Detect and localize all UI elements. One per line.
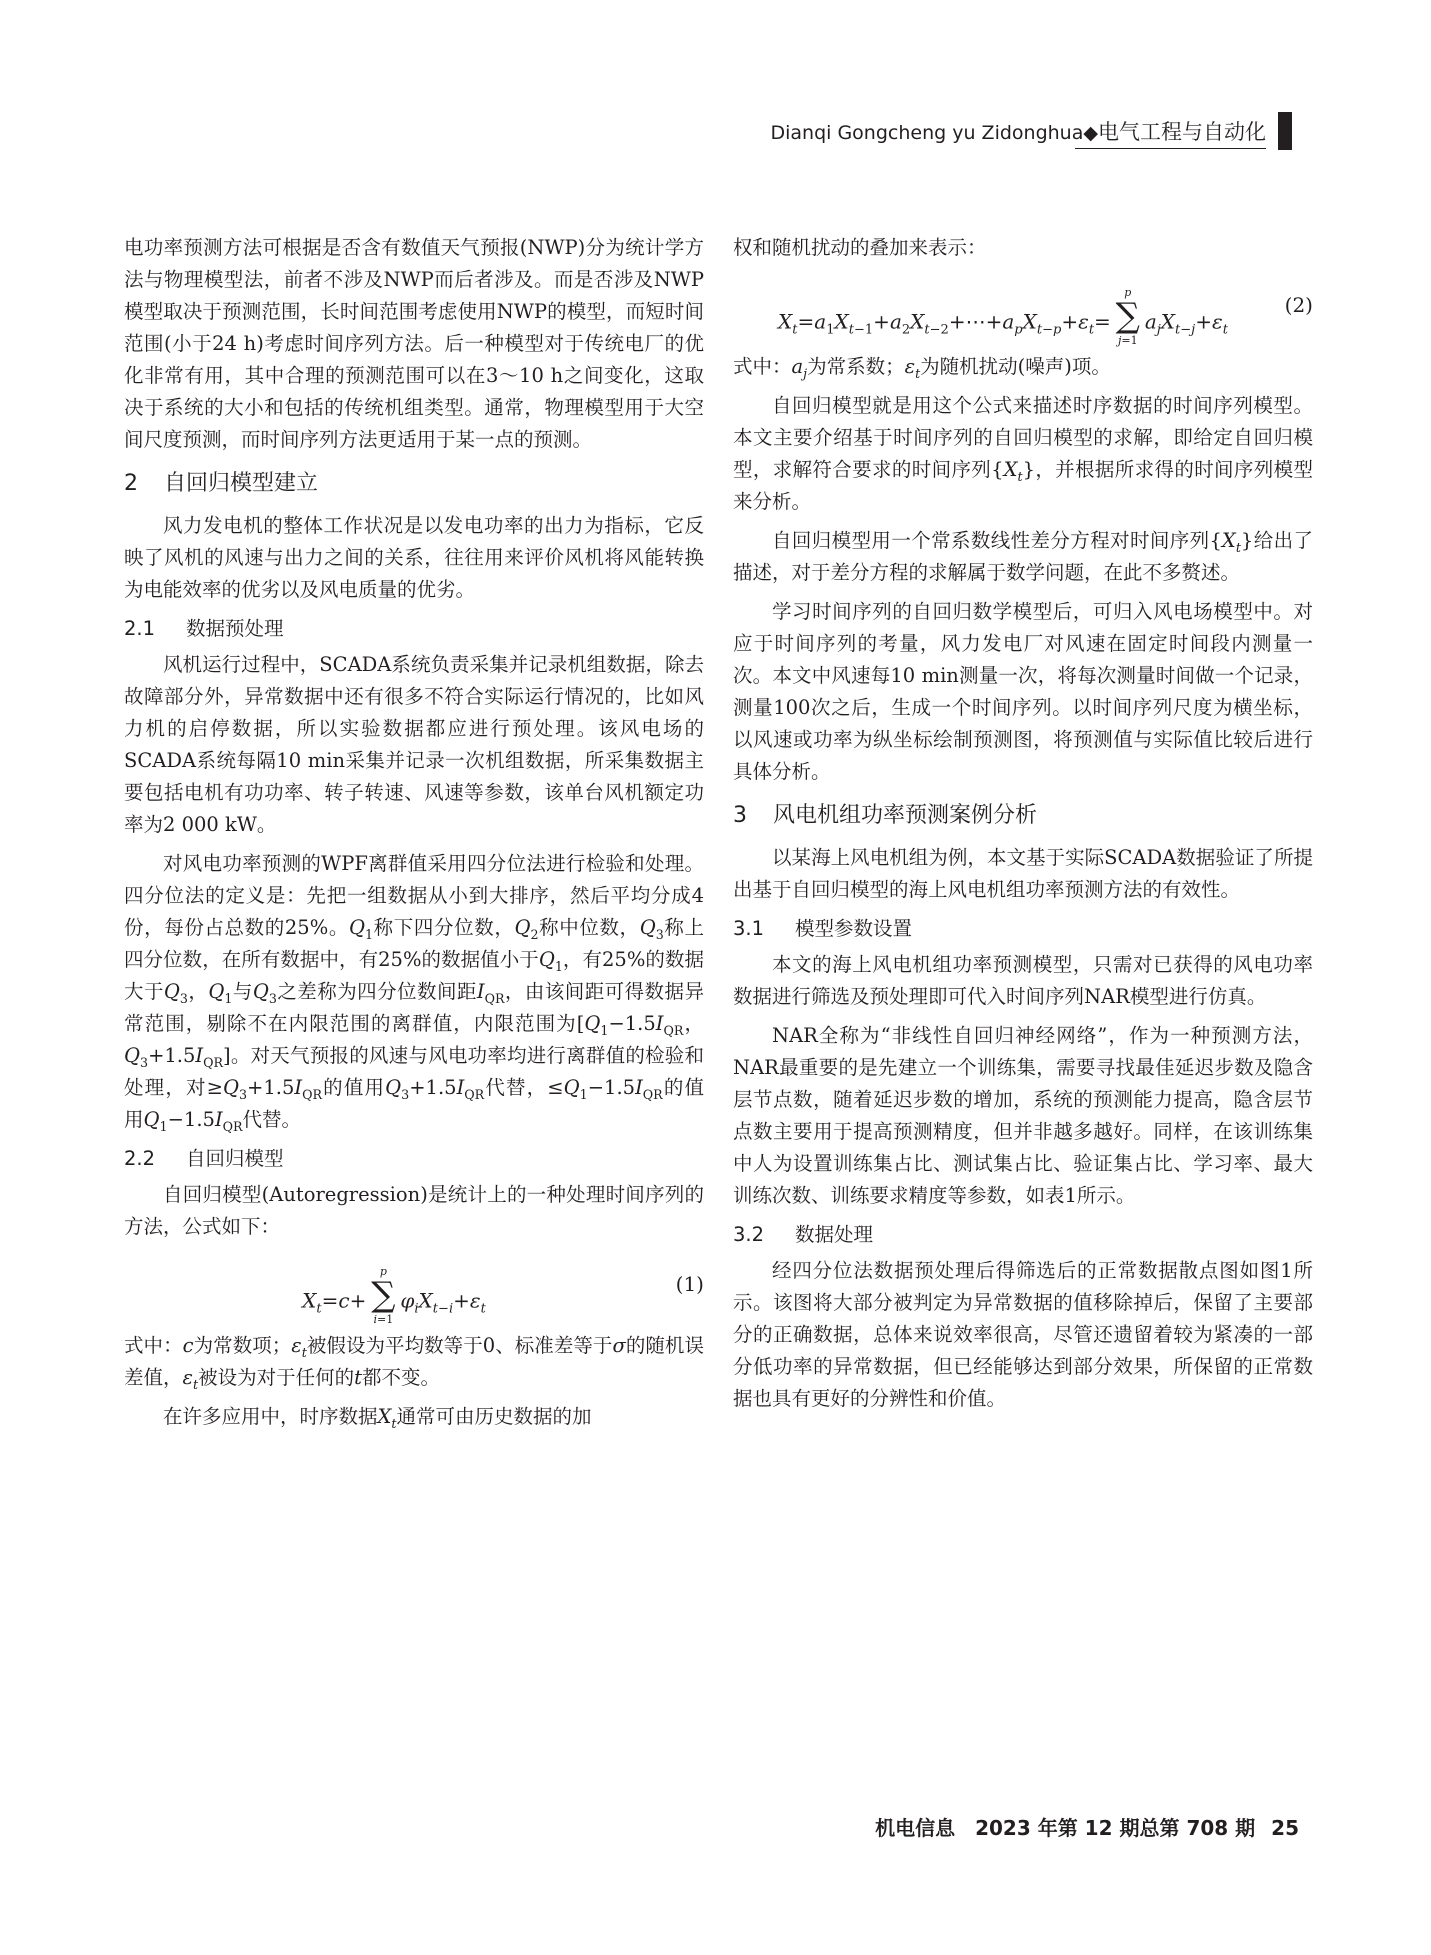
paragraph-difference-equation: 自回归模型用一个常系数线性差分方程对时间序列$\{X_t\}$给出了描述，对于差分方程的求解属于数学问题，在此不多赘述。 — [733, 529, 1313, 584]
paragraph-intro: 电功率预测方法可根据是否含有数值天气预报(NWP)分为统计学方法与物理模型法，前者不涉及NWP而后者涉及。而是否涉及NWP模型取决于预测范围，长时间范围考虑使用NWP的模型，而短时间范围(小于24 h)考虑时间序列方法。后一种模型对于传统电厂的优化非常有用，其中合理的预测范围可以在3～10 h之间变化，这取决于系统的大小和包括的传统机组类型。通常，物理模型用于大空间尺度预测，而时间序列方法更适用于某一点的预测。 — [124, 236, 704, 451]
section-number: 2 — [124, 471, 138, 496]
diamond-icon: ◆ — [1083, 122, 1098, 144]
subsection-title: 模型参数设置 — [795, 917, 913, 940]
page-number: 25 — [1271, 1816, 1299, 1840]
paragraph-where-2: 式中：$a_j$为常系数；$\varepsilon_t$为随机扰动(噪声)项。 — [733, 355, 1111, 381]
running-header — [755, 112, 1292, 152]
summation-symbol: p ∑ j=1 — [1115, 286, 1140, 347]
section-number: 3 — [733, 803, 747, 828]
paragraph-scada: 风机运行过程中，SCADA系统负责采集并记录机组数据，除去故障部分外，异常数据中还有很多不符合实际运行情况的，比如风力机的启停数据，所以实验数据都应进行预处理。该风电场的SCADA系统每隔10 min采集并记录一次机组数据，所采集数据主要包括电机有功功率、转子转速、风速等参数，该单台风机额定功率为2 000 kW。 — [124, 653, 704, 836]
left-column — [124, 232, 704, 1440]
subsection-number: 2.2 — [124, 1147, 156, 1170]
subsection-heading-2-1 — [124, 613, 704, 645]
subsection-heading-3-2 — [733, 1219, 1313, 1251]
equation-1-formula: $X_t=c+$ p ∑ i=1 $\varphi_iX_{t-i}+\varepsilon_t$ — [302, 1265, 486, 1326]
equation-2 — [733, 271, 1313, 347]
subsection-number: 2.1 — [124, 617, 156, 640]
header-text — [770, 116, 1266, 146]
subsection-heading-2-2 — [124, 1143, 704, 1175]
paragraph-data: 经四分位法数据预处理后得筛选后的正常数据散点图如图1所示。该图将大部分被判定为异常数据的值移除掉后，保留了主要部分的正确数据，总体来说效率很高，尽管还遗留着较为紧凑的一部分低功率的异常数据，但已经能够达到部分效果，所保留的正常数据也具有更好的分辨性和价值。 — [733, 1259, 1313, 1410]
equation-2-formula: $X_t=a_1X_{t-1}+a_2X_{t-2}+\cdots+a_pX_{t-p}+\varepsilon_t=$ p ∑ j=1 $a_jX_{t-j}+\varepsilon_t$ — [778, 286, 1228, 347]
subsection-number: 3.1 — [733, 917, 765, 940]
subsection-heading-3-1 — [733, 913, 1313, 945]
section-title: 风电机组功率预测案例分析 — [773, 803, 1038, 828]
paragraph-model: 本文的海上风电机组功率预测模型，只需对已获得的风电功率数据进行筛选及预处理即可代入时间序列NAR模型进行仿真。 — [733, 953, 1313, 1008]
subsection-title: 数据预处理 — [186, 617, 284, 640]
header-black-bar — [1278, 112, 1292, 150]
header-pinyin: Dianqi Gongcheng yu Zidonghua — [770, 122, 1084, 144]
section-title: 自回归模型建立 — [164, 471, 319, 496]
subsection-number: 3.2 — [733, 1223, 765, 1246]
paragraph-where-1: 式中：c为常数项；$\varepsilon_t$被假设为平均数等于0、标准差等于σ的随机误差值，$\varepsilon_t$被设为对于任何的t都不变。 — [124, 1334, 704, 1392]
paragraph-history: 在许多应用中，时序数据$X_t$通常可由历史数据的加 — [163, 1405, 592, 1431]
header-underline — [1075, 148, 1266, 149]
paragraph-wind-turbine: 风力发电机的整体工作状况是以发电功率的出力为指标，它反映了风机的风速与出力之间的关系，往往用来评价风机将风能转换为电能效率的优劣以及风电质量的优劣。 — [124, 514, 704, 601]
paragraph-autoregression: 自回归模型(Autoregression)是统计上的一种处理时间序列的方法，公式如下： — [124, 1183, 704, 1238]
page-footer — [875, 1812, 1299, 1841]
paragraph-ar-model: 自回归模型就是用这个公式来描述时序数据的时间序列模型。本文主要介绍基于时间序列的自回归模型的求解，即给定自回归模型，求解符合要求的时间序列$\{X_t\}$，并根据所求得的时间序列模型来分析。 — [733, 394, 1313, 513]
paragraph-continuation: 权和随机扰动的叠加来表示： — [733, 236, 987, 259]
subsection-title: 自回归模型 — [186, 1147, 284, 1170]
paragraph-learning: 学习时间序列的自回归数学模型后，可归入风电场模型中。对应于时间序列的考量，风力发电厂对风速在固定时间段内测量一次。本文中风速每10 min测量一次，将每次测量时间做一个记录，测量100次之后，生成一个时间序列。以时间序列尺度为横坐标，以风速或功率为纵坐标绘制预测图，将预测值与实际值比较后进行具体分析。 — [733, 600, 1313, 783]
header-chinese-title: 电气工程与自动化 — [1098, 120, 1266, 144]
equation-1-number: (1) — [675, 1272, 704, 1296]
paragraph-nar: NAR全称为“非线性自回归神经网络”，作为一种预测方法，NAR最重要的是先建立一个训练集，需要寻找最佳延迟步数及隐含层节点数，随着延迟步数的增加，系统的预测能力提高，隐含层节点数主要用于提高预测精度，但并非越多越好。同样，在该训练集中人为设置训练集占比、测试集占比、验证集占比、学习率、最大训练次数、训练要求精度等参数，如表1所示。 — [733, 1024, 1313, 1207]
section-heading-2 — [124, 466, 704, 502]
paragraph-quartile: 对风电功率预测的WPF离群值采用四分位法进行检验和处理。四分位法的定义是：先把一组数据从小到大排序，然后平均分成4份，每份占总数的25%。$Q_1$称下四分位数，$Q_2$称中位数，$Q_3$称上四分位数，在所有数据中，有25%的数据值小于$Q_1$，有25%的数据大于$Q_3$，$Q_1$与$Q_3$之差称为四分位数间距$I_{QR}$，由该间距可得数据异常范围，剔除不在内限范围的离群值，内限范围为[$Q_1-1.5I_{QR}$，$Q_3+1.5I_{QR}$]。对天气预报的风速与风电功率均进行离群值的检验和处理，对$\ge Q_3+1.5I_{QR}$的值用$Q_3+1.5I_{QR}$代替，$\le Q_1-1.5I_{QR}$的值用$Q_1-1.5I_{QR}$代替。 — [124, 852, 705, 1134]
summation-symbol: p ∑ i=1 — [371, 1265, 396, 1326]
section-heading-3 — [733, 798, 1313, 834]
equation-2-number: (2) — [1284, 293, 1313, 317]
equation-1 — [124, 1250, 704, 1326]
journal-issue: 机电信息 2023 年第 12 期总第 708 期 — [875, 1816, 1256, 1840]
subsection-title: 数据处理 — [795, 1223, 874, 1246]
right-column — [733, 232, 1313, 1422]
paragraph-case: 以某海上风电机组为例，本文基于实际SCADA数据验证了所提出基于自回归模型的海上风电机组功率预测方法的有效性。 — [733, 846, 1313, 901]
